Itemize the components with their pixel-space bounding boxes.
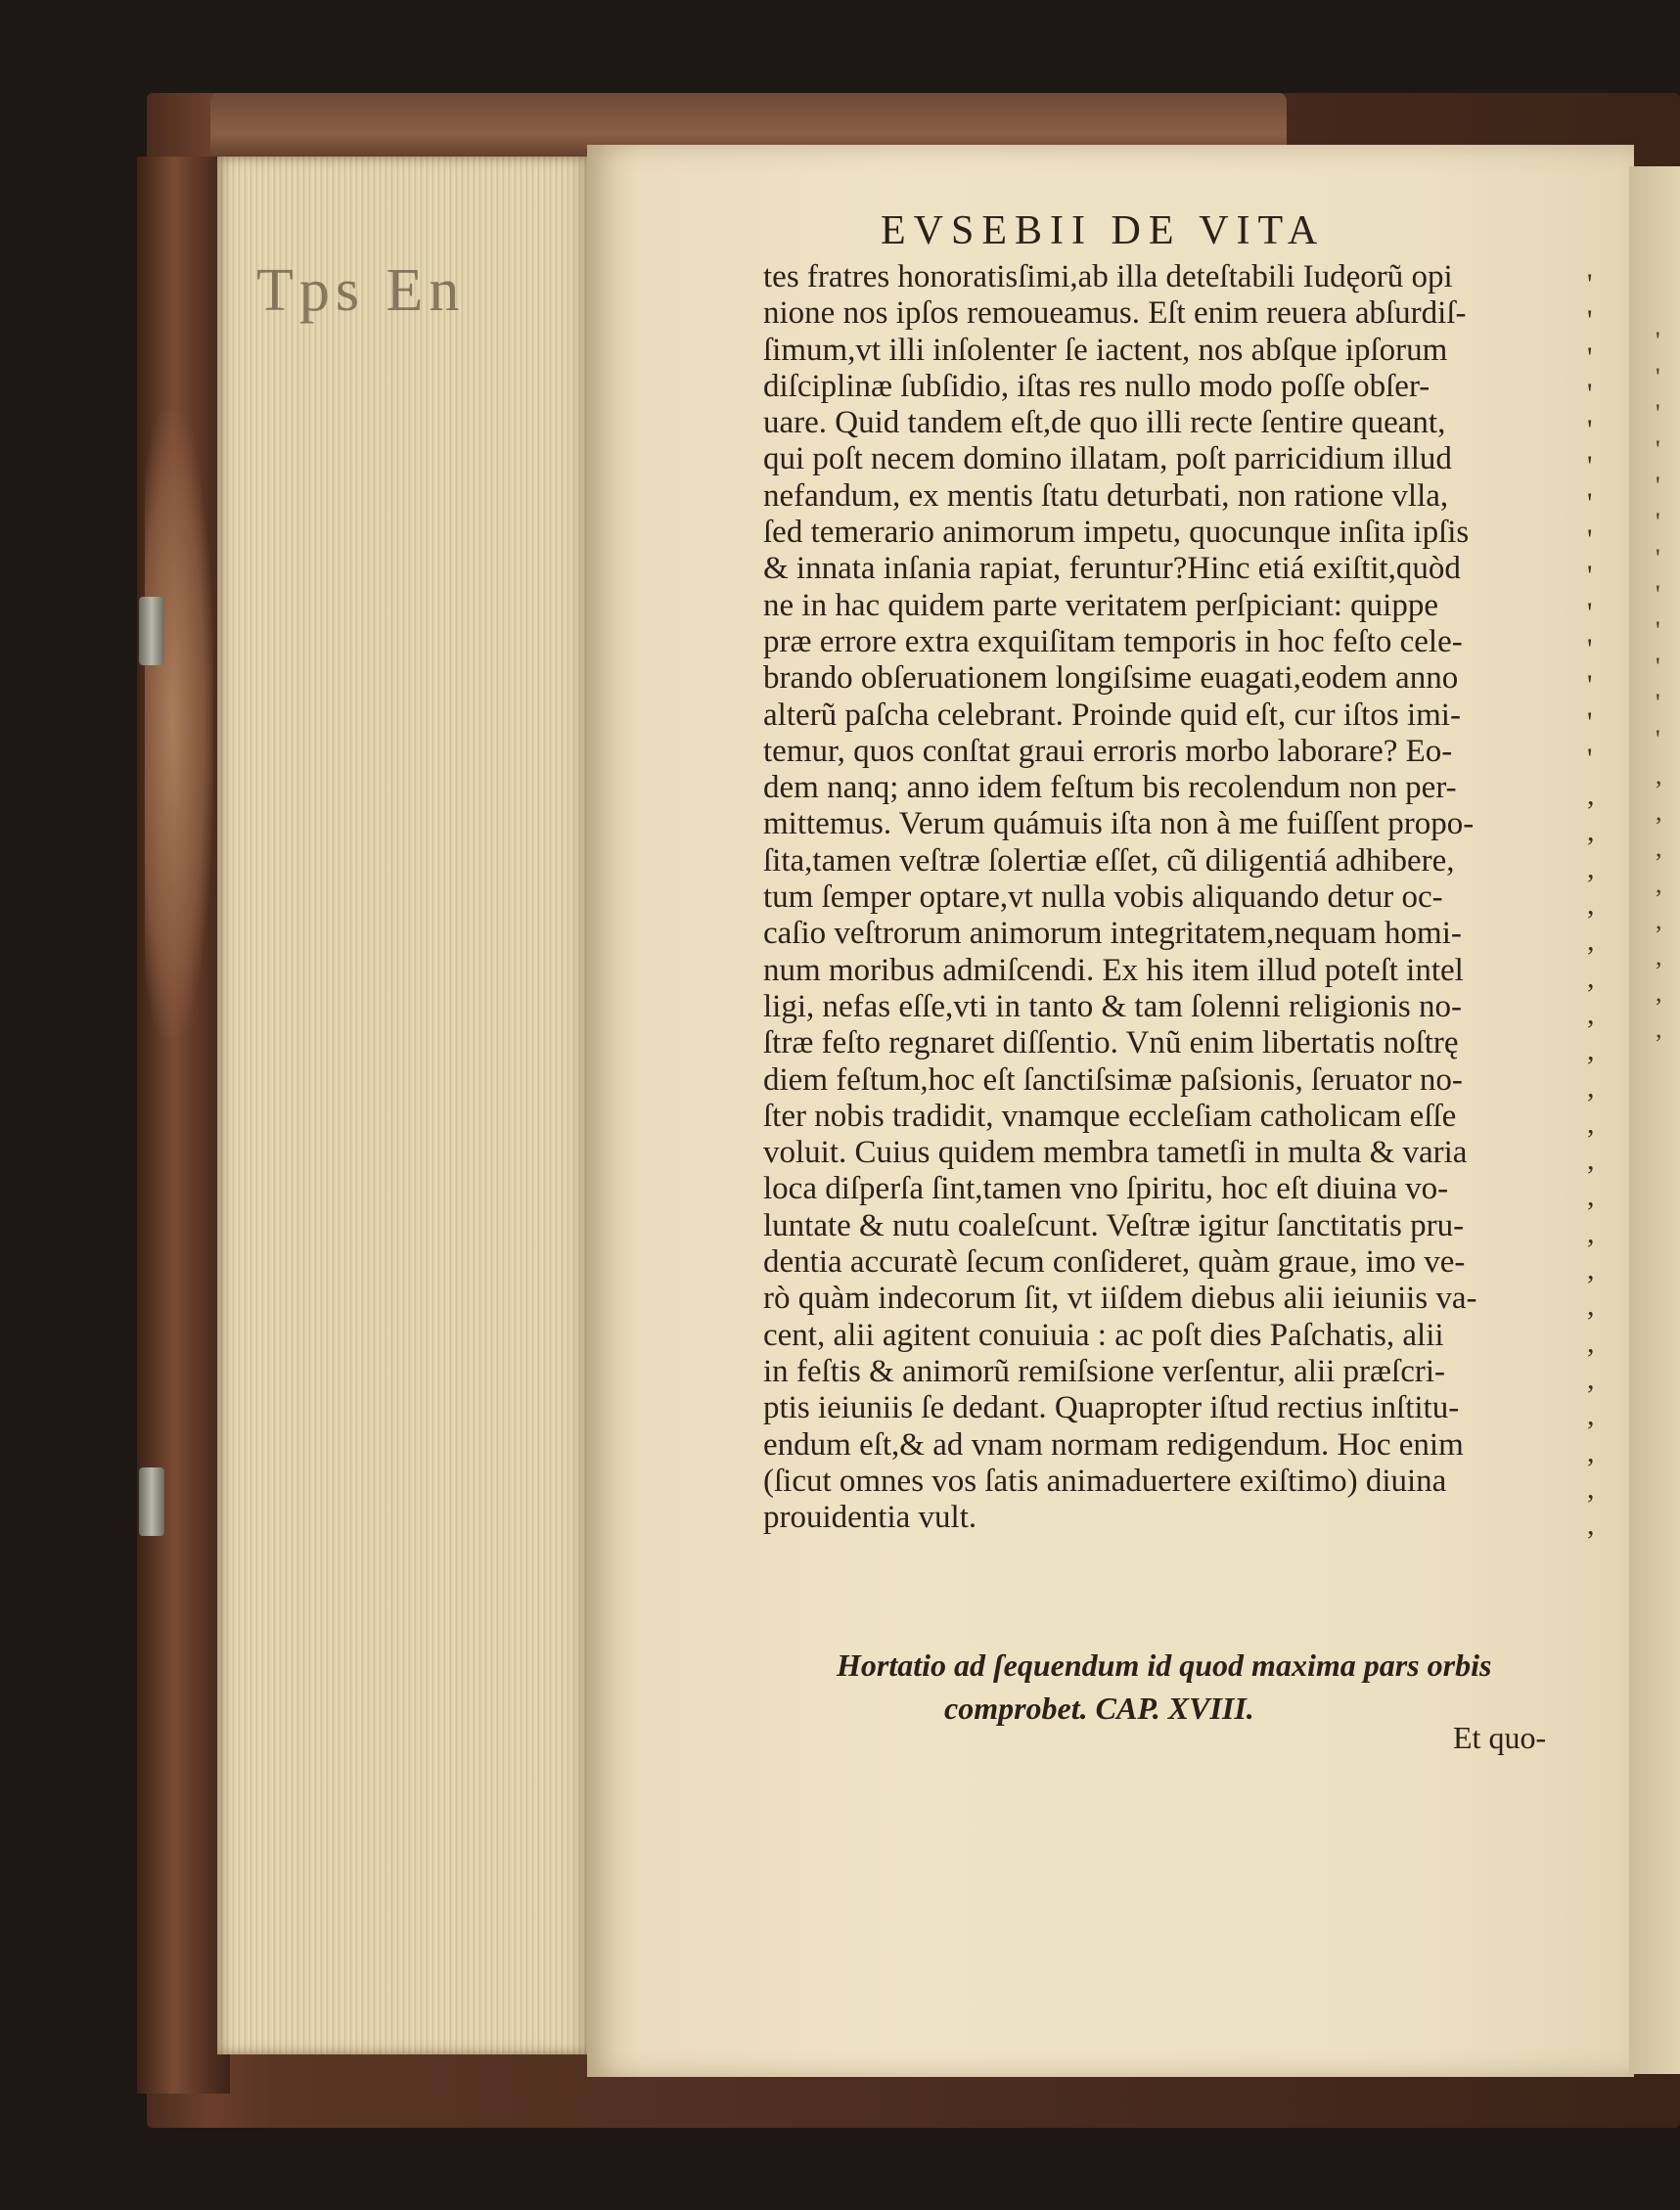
- text-line: ſita,tamen veſtræ ſolertiæ eſſet, cũ diligentiá adhibere,: [763, 842, 1455, 879]
- text-line: uare. Quid tandem eſt,de quo illi recte ſentire queant,: [763, 405, 1446, 441]
- text-line: rò quàm indecorum ſit, vt iiſdem diebus alii ieiuniis va-: [763, 1281, 1477, 1317]
- text-line: ne in hac quidem parte veritatem perſpiciant: quippe: [763, 587, 1438, 623]
- text-line: nefandum, ex mentis ſtatu deturbati, non ratione vlla,: [763, 477, 1449, 514]
- margin-mark: ': [1587, 669, 1593, 702]
- text-line: ſter nobis tradidit, vnamque eccleſiam catholicam eſſe: [763, 1098, 1457, 1134]
- text-line: endum eſt,& ad vnam normam redigendum. Hoc enim: [763, 1426, 1464, 1463]
- margin-mark: ': [1587, 450, 1593, 483]
- margin-mark: ,: [1587, 851, 1595, 884]
- text-line: ſtræ feſto regnaret diſſentio. Vnũ enim libertatis noſtrę: [763, 1025, 1459, 1061]
- text-line: num moribus admiſcendi. Ex his item illud poteſt intel: [763, 952, 1464, 988]
- text-line: loca diſperſa ſint,tamen vno ſpiritu, hoc eſt diuina vo-: [763, 1171, 1449, 1207]
- margin-mark: ,: [1587, 997, 1595, 1030]
- margin-mark: ': [1587, 632, 1593, 665]
- margin-mark: ,: [1587, 1509, 1595, 1542]
- margin-mark: ,: [1587, 1289, 1595, 1323]
- margin-mark: ,: [1587, 1144, 1595, 1177]
- margin-mark: ': [1587, 705, 1593, 739]
- marginal-quote-marks: [1587, 266, 1607, 1543]
- text-line: prouidentia vult.: [763, 1500, 977, 1536]
- text-line: ptis ieiuniis ſe dedant. Quapropter iſtud rectius inſtitu-: [763, 1390, 1460, 1426]
- text-line: ſed temerario animorum impetu, quocunque inſita ipſis: [763, 515, 1470, 551]
- margin-mark: ': [1587, 377, 1593, 410]
- margin-mark: ': [1587, 560, 1593, 593]
- margin-mark: ,: [1587, 1216, 1595, 1249]
- margin-mark: ,: [1587, 1253, 1595, 1286]
- margin-mark: ,: [1587, 1399, 1595, 1432]
- text-line: brando obſeruationem longiſsime euagati,eodem anno: [763, 660, 1459, 697]
- margin-mark: ,: [1587, 1106, 1595, 1140]
- text-line: nione nos ipſos remoueamus. Eſt enim reuera abſurdiſ-: [763, 295, 1467, 332]
- margin-mark: ': [1587, 523, 1593, 557]
- margin-mark: ,: [1587, 1471, 1595, 1505]
- body-text: [763, 259, 1585, 1536]
- text-line: voluit. Cuius quidem membra tametſi in multa & varia: [763, 1135, 1468, 1171]
- text-line: tes fratres honoratisſimi,ab illa deteſtabili Iudęorũ opi: [763, 259, 1453, 294]
- margin-mark: ,: [1587, 1326, 1595, 1359]
- text-line: tum ſemper optare,vt nulla vobis aliquando detur oc-: [763, 879, 1443, 916]
- clasp-upper: [139, 597, 164, 665]
- text-line: qui poſt necem domino illatam, poſt parricidium illud: [763, 441, 1452, 477]
- margin-mark: ,: [1587, 1435, 1595, 1468]
- spine-wear: [145, 411, 213, 1037]
- margin-mark: ': [1587, 304, 1593, 338]
- page-stack: [217, 157, 589, 2054]
- fore-edge-text: Tps En: [256, 257, 466, 324]
- text-line: in feſtis & animorũ remiſsione verſentur, alii præſcri-: [763, 1353, 1445, 1389]
- text-line: dem nanq; anno idem feſtum bis recolendum non per-: [763, 770, 1457, 806]
- margin-mark: ': [1587, 340, 1593, 374]
- text-line: diſciplinæ ſubſidio, iſtas res nullo modo poſſe obſer-: [763, 368, 1430, 404]
- margin-mark: ,: [1587, 815, 1595, 848]
- next-page-marks: ' ' ' ' ' ' ' ' ' ' ' ' , , , , , , , ,: [1656, 327, 1662, 1043]
- chapter-heading-line2: comprobet. CAP. XVIII.: [944, 1691, 1254, 1726]
- margin-mark: ,: [1587, 888, 1595, 922]
- running-head: EVSEBII DE VITA: [881, 208, 1326, 253]
- margin-mark: ': [1587, 742, 1593, 775]
- text-line: ligi, nefas eſſe,vti in tanto & tam ſolenni religionis no-: [763, 988, 1462, 1024]
- margin-mark: ': [1587, 268, 1593, 300]
- text-line: cent, alii agitent conuiuia : ac poſt dies Paſchatis, alii: [763, 1317, 1444, 1353]
- text-line: & innata inſania rapiat, feruntur?Hinc etiá exiſtit,quòd: [763, 551, 1461, 587]
- chapter-heading: [837, 1644, 1580, 1730]
- text-line: ſimum,vt illi inſolenter ſe iactent, nos abſque ipſorum: [763, 332, 1448, 368]
- margin-mark: ,: [1587, 961, 1595, 994]
- text-line: (ſicut omnes vos ſatis animaduertere exiſtimo) diuina: [763, 1463, 1447, 1499]
- text-line: dentia accuratè ſecum conſideret, quàm graue, imo ve-: [763, 1244, 1466, 1281]
- catchword: Et quo-: [1453, 1720, 1547, 1755]
- margin-mark: ': [1587, 486, 1593, 519]
- text-line: temur, quos conſtat graui erroris morbo laborare? Eo-: [763, 733, 1453, 769]
- margin-mark: ,: [1587, 1362, 1595, 1395]
- margin-mark: ,: [1587, 1180, 1595, 1213]
- text-line: diem feſtum,hoc eſt ſanctiſsimæ paſsionis, ſeruator no-: [763, 1061, 1463, 1098]
- margin-mark: ,: [1587, 1070, 1595, 1104]
- margin-mark: ,: [1587, 1034, 1595, 1067]
- margin-mark: ': [1587, 596, 1593, 629]
- clasp-lower: [139, 1467, 164, 1536]
- margin-mark: ,: [1587, 779, 1595, 812]
- chapter-heading-line1: Hortatio ad ſequendum id quod maxima pars orbis: [837, 1647, 1492, 1683]
- margin-mark: ': [1587, 414, 1593, 447]
- text-line: caſio veſtrorum animorum integritatem,nequam homi-: [763, 916, 1462, 952]
- text-line: mittemus. Verum quámuis iſta non à me fuiſſent propo-: [763, 806, 1475, 842]
- text-line: præ errore extra exquiſitam temporis in hoc feſto cele-: [763, 623, 1463, 659]
- text-line: alterũ paſcha celebrant. Proinde quid eſt, cur iſtos imi-: [763, 697, 1461, 733]
- text-line: luntate & nutu coaleſcunt. Veſtræ igitur ſanctitatis pru-: [763, 1207, 1465, 1243]
- margin-mark: ,: [1587, 925, 1595, 958]
